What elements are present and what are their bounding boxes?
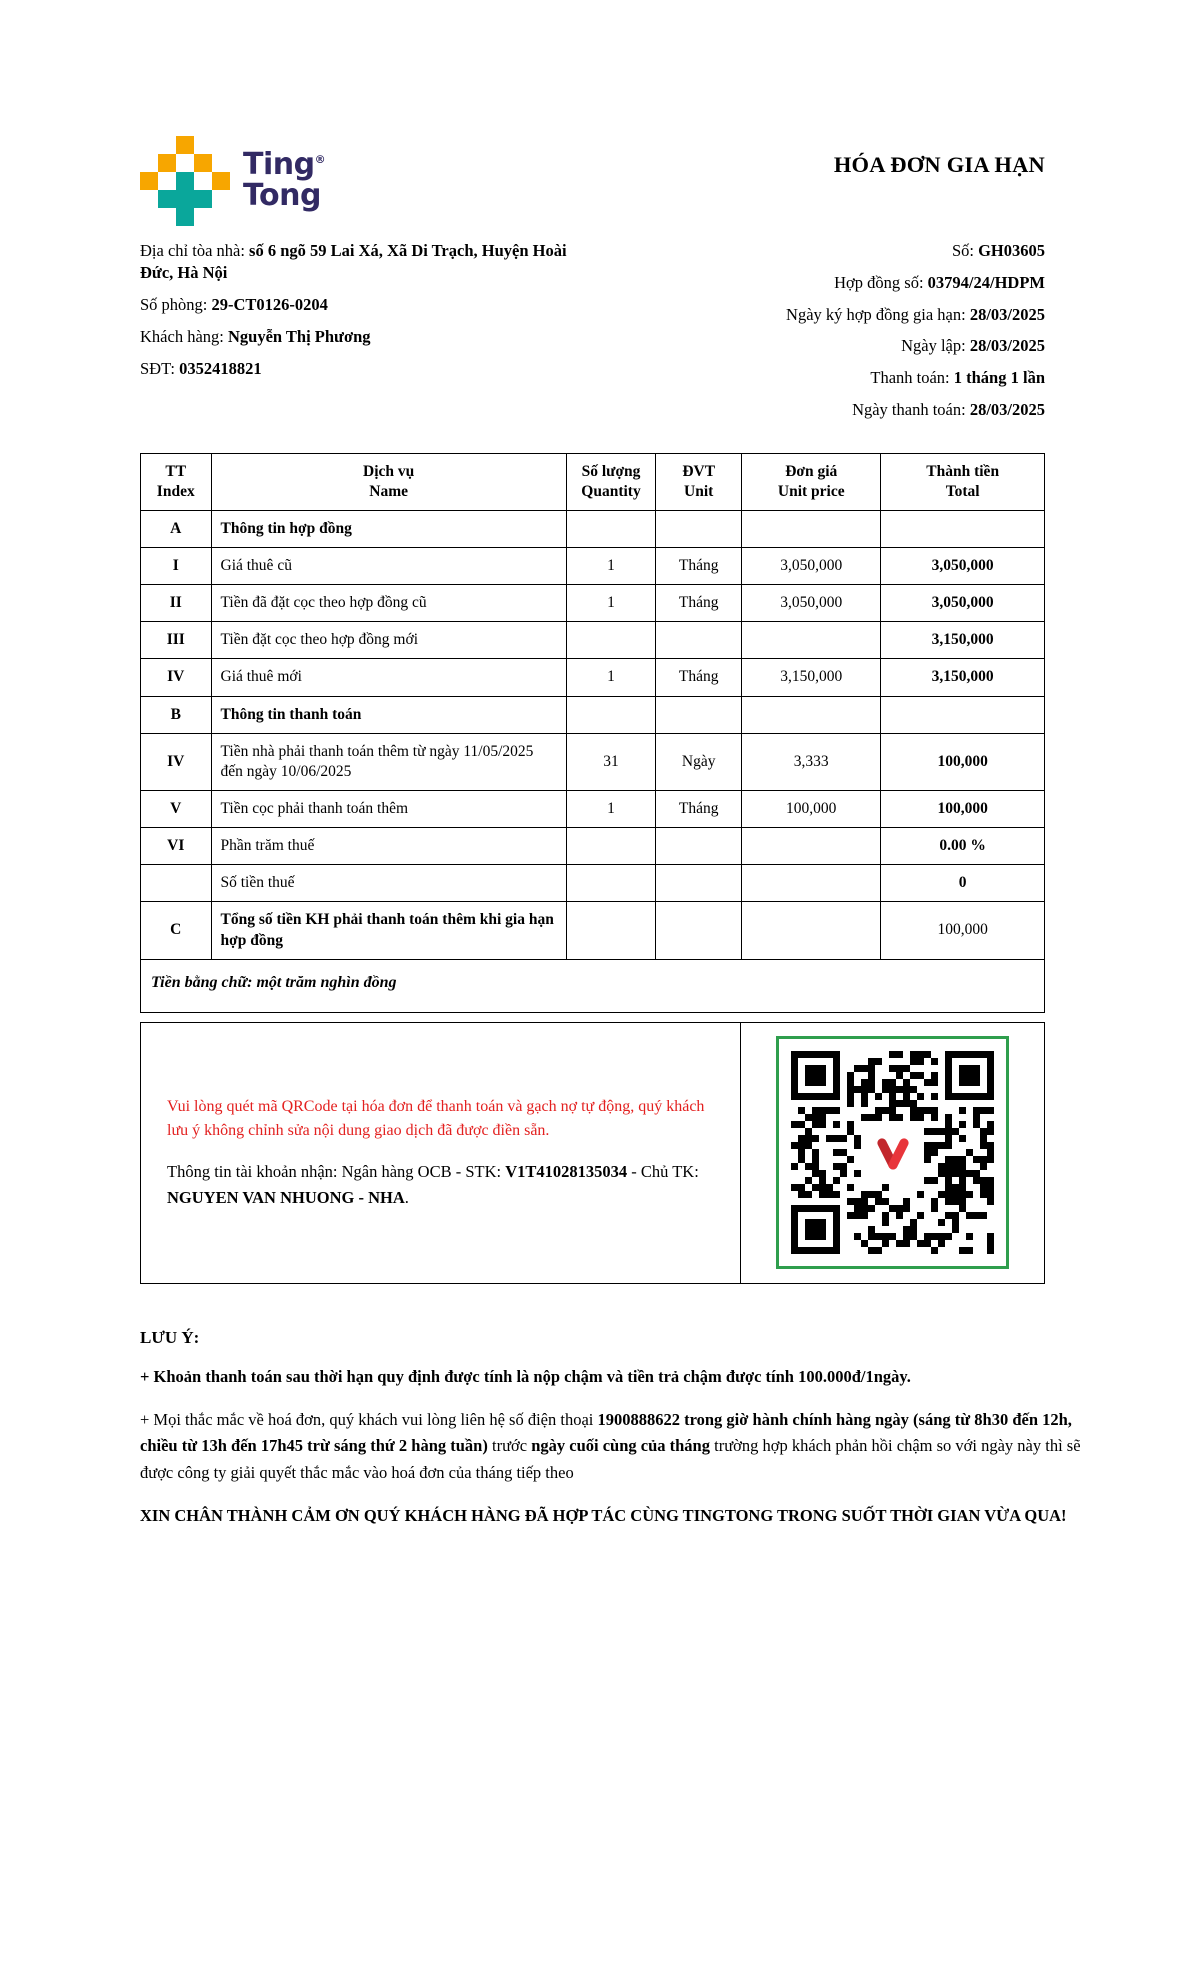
cell-unit: Tháng [656,585,742,622]
cell-quantity: 1 [566,791,655,828]
cell-unit [656,622,742,659]
invoice-table-body [141,510,1045,1012]
field-label: Địa chỉ tòa nhà: [140,241,250,260]
logo-pixel [212,154,230,172]
logo-pixel [194,190,212,208]
header-text: Dịch vụ [363,462,415,480]
tingtong-logo [140,136,325,226]
text-segment: . [404,1187,409,1207]
table-row [141,548,1045,585]
cell-name: Giá thuê cũ [211,548,566,585]
amount-in-words-row [141,959,1045,1012]
cell-unit-price: 3,050,000 [742,548,881,585]
field-value: Nguyễn Thị Phương [227,326,371,346]
cell-name: Tiền cọc phải thanh toán thêm [211,791,566,828]
table-row [141,791,1045,828]
logo-pixel [176,190,194,208]
logo-pixel [212,190,230,208]
text-segment: trường hợp khách phản hồi chậm so với ngày này thì sẽ được công ty giải quyết thắc mắc vào hoá đơn của tháng tiếp theo [140,1436,1081,1482]
text-segment: ngày cuối cùng của tháng [531,1436,710,1456]
invoice-detail-line [605,367,1045,389]
field-label: Số phòng: [140,295,212,315]
cell-index: VI [141,828,212,865]
invoice-detail-line [605,399,1045,421]
header-text: Total [945,482,980,500]
header-text: Unit price [777,482,845,500]
cell-unit-price [742,865,881,902]
logo-pixel [176,136,194,154]
cell-name: Giá thuê mới [211,659,566,696]
logo-pixel [194,136,212,154]
column-header [566,453,655,510]
field-value: số 6 ngõ 59 Lai Xá, Xã Di Trạch, Huyện Hoài Đức, Hà Nội [140,241,567,283]
cell-name: Tổng số tiền KH phải thanh toán thêm khi gia hạn hợp đồng [211,902,566,959]
cell-unit-price [742,696,881,733]
qr-cell [741,1023,1044,1283]
cell-index: A [141,510,212,547]
cell-total [881,510,1045,547]
cell-quantity: 31 [566,733,655,790]
cell-name: Thông tin hợp đồng [211,510,566,547]
thank-you-text: XIN CHÂN THÀNH CẢM ƠN QUÝ KHÁCH HÀNG ĐÃ HỢP TÁC CÙNG TINGTONG TRONG SUỐT THỜI GIAN VỪA QUA! [140,1506,1067,1526]
logo-pixel [158,172,176,190]
table-row [141,585,1045,622]
invoice-table [140,453,1045,1013]
customer-info-line [140,326,592,348]
field-label: SĐT: [140,358,180,378]
logo-pixel [158,136,176,154]
field-label: Khách hàng: [140,326,228,346]
table-row [141,622,1045,659]
table-row [141,902,1045,959]
cell-index: II [141,585,212,622]
bank-account-info [167,1159,710,1210]
text-segment: Thông tin tài khoản nhận: Ngân hàng OCB - STK: [167,1162,506,1182]
column-header [141,453,212,510]
cell-name: Phần trăm thuế [211,828,566,865]
invoice-detail-line [605,335,1045,357]
logo-pixel [176,208,194,226]
cell-total: 3,050,000 [881,585,1045,622]
cell-index: B [141,696,212,733]
tingtong-wordmark [243,147,326,213]
field-value: GH03605 [978,241,1045,260]
customer-info-line [140,240,592,285]
vietqr-v-icon [865,1125,921,1181]
logo-pixel [212,172,230,190]
table-row [141,828,1045,865]
cell-unit-price [742,902,881,959]
logo-pixel [158,208,176,226]
cell-index: C [141,902,212,959]
invoice-meta [140,240,1045,431]
cell-total: 100,000 [881,791,1045,828]
cell-unit-price: 3,150,000 [742,659,881,696]
header-text: Name [369,482,409,500]
header-text: ĐVT [682,462,716,480]
cell-quantity: 1 [566,548,655,585]
cell-unit [656,510,742,547]
cell-quantity [566,828,655,865]
cell-total: 3,050,000 [881,548,1045,585]
logo-pixel [158,190,176,208]
cell-unit-price [742,622,881,659]
text-segment: V1T41028135034 [505,1162,628,1182]
text-segment: + Mọi thắc mắc về hoá đơn, quý khách vui lòng liên hệ số điện thoại [140,1409,598,1429]
field-value: 03794/24/HDPM [927,272,1045,292]
cell-index: IV [141,659,212,696]
cell-quantity: 1 [566,659,655,696]
cell-unit: Tháng [656,548,742,585]
cell-unit-price [742,828,881,865]
cell-total: 0.00 % [881,828,1045,865]
wordmark-line-1 [243,147,326,183]
header-text: Quantity [581,482,641,500]
table-row [141,865,1045,902]
cell-unit: Tháng [656,791,742,828]
column-header [881,453,1045,510]
logo-pixel [176,172,194,190]
field-label: Thanh toán: [870,368,954,388]
wordmark-ting: Ting [243,147,315,183]
column-header [742,453,881,510]
table-row [141,510,1045,547]
cell-unit-price: 3,333 [742,733,881,790]
text-segment: 1900888622 trong giờ hành chính hàng ngày (sáng từ 8h30 đến 12h, chiều từ 13h đến 17h45 trừ sáng thứ 2 hàng tuần) [140,1409,1072,1456]
qr-code [776,1036,1009,1269]
cell-name: Tiền đã đặt cọc theo hợp đồng cũ [211,585,566,622]
cell-index: I [141,548,212,585]
logo-pixel [212,136,230,154]
header [140,136,1045,226]
cell-unit-price: 3,050,000 [742,585,881,622]
field-value: 28/03/2025 [969,304,1045,324]
registered-mark: ® [314,153,326,167]
logo-pixel [140,172,158,190]
header-text: Đơn giá [785,462,838,480]
text-segment: - Chủ TK: [627,1162,699,1182]
table-row [141,696,1045,733]
note-late-payment [140,1364,1088,1390]
table-row [141,733,1045,790]
cell-index: IV [141,733,212,790]
logo-pixel [140,154,158,172]
field-label: Số: [951,241,979,260]
cell-index: III [141,622,212,659]
field-label: Ngày thanh toán: [852,399,970,419]
document-title: HÓA ĐƠN GIA HẠN [833,152,1045,177]
cell-unit-price: 100,000 [742,791,881,828]
header-text: Unit [684,482,714,500]
notes-section [140,1328,1088,1530]
cell-quantity [566,622,655,659]
cell-unit [656,828,742,865]
invoice-detail-line [605,304,1045,326]
cell-quantity [566,865,655,902]
header-text: Thành tiền [926,462,1000,480]
payment-box [140,1022,1045,1284]
field-value: 29-CT0126-0204 [211,295,328,315]
cell-name: Tiền đặt cọc theo hợp đồng mới [211,622,566,659]
text-segment: trước [487,1436,532,1456]
notes-heading: LƯU Ý: [140,1327,200,1347]
amount-in-words: Tiền bằng chữ: một trăm nghìn đồng [141,959,1045,1012]
logo-pixel [194,172,212,190]
header-text: Index [156,482,195,500]
field-label: Ngày ký hợp đồng gia hạn: [786,304,970,324]
header-text: Số lượng [581,462,641,480]
cell-unit: Ngày [656,733,742,790]
field-label: Ngày lập: [901,336,970,356]
logo-pixel [140,208,158,226]
cell-quantity [566,510,655,547]
table-row [141,659,1045,696]
payment-instructions [141,1023,741,1283]
field-value: 0352418821 [179,358,262,378]
cell-total: 100,000 [881,733,1045,790]
cell-unit [656,696,742,733]
cell-quantity [566,696,655,733]
logo-pixel [140,190,158,208]
field-value: 1 tháng 1 lần [953,368,1045,388]
customer-info-line [140,358,592,380]
qr-warning-text: Vui lòng quét mã QRCode tại hóa đơn để thanh toán và gạch nợ tự động, quý khách lưu ý không chỉnh sửa nội dung giao dịch đã được điền sẵn. [167,1097,705,1140]
cell-index [141,865,212,902]
invoice-table-header [141,453,1045,510]
cell-total: 100,000 [881,902,1045,959]
cell-quantity [566,902,655,959]
cell-total: 3,150,000 [881,622,1045,659]
invoice-details-block [605,240,1045,431]
cell-total: 0 [881,865,1045,902]
logo-pixel [194,208,212,226]
cell-name: Số tiền thuế [211,865,566,902]
text-segment: + Khoản thanh toán sau thời hạn quy định được tính là nộp chậm và tiền trả chậm được tính 100.000đ/1ngày. [140,1366,911,1386]
customer-info-line [140,294,592,316]
header-text: TT [165,462,187,480]
customer-info-block [140,240,592,431]
column-header [656,453,742,510]
field-value: 28/03/2025 [969,399,1045,419]
column-header [211,453,566,510]
header-row [141,453,1045,510]
field-label: Hợp đồng số: [834,272,928,292]
cell-unit [656,902,742,959]
logo-pixel [158,154,176,172]
field-value: 28/03/2025 [969,336,1045,356]
cell-unit-price [742,510,881,547]
tingtong-logo-icon [140,136,230,226]
cell-quantity: 1 [566,585,655,622]
logo-pixel [176,154,194,172]
cell-index: V [141,791,212,828]
cell-name: Tiền nhà phải thanh toán thêm từ ngày 11/05/2025 đến ngày 10/06/2025 [211,733,566,790]
cell-total [881,696,1045,733]
logo-pixel [212,208,230,226]
cell-unit: Tháng [656,659,742,696]
cell-total: 3,150,000 [881,659,1045,696]
note-hotline [140,1407,1088,1486]
invoice-detail-line [605,272,1045,294]
text-segment: NGUYEN VAN NHUONG - NHA [167,1187,405,1207]
logo-pixel [194,154,212,172]
cell-name: Thông tin thanh toán [211,696,566,733]
invoice-detail-line [605,240,1045,262]
cell-unit [656,865,742,902]
logo-pixel [140,136,158,154]
wordmark-tong: Tong [243,178,321,213]
